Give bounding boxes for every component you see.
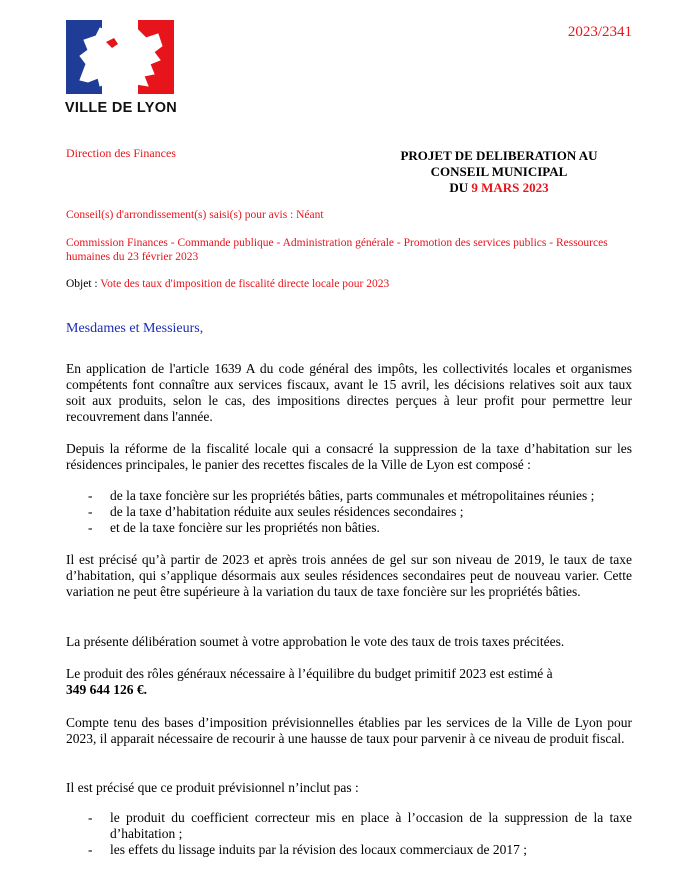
paragraph-4: La présente délibération soumet à votre approbation le vote des taux de trois taxes précitées. xyxy=(66,634,565,649)
list-item: - de la taxe d’habitation réduite aux seules résidences secondaires ; xyxy=(66,504,632,520)
title-line-1: PROJET DE DELIBERATION AU xyxy=(400,148,598,163)
budget-amount: 349 644 126 €. xyxy=(66,682,147,697)
paragraph-5 xyxy=(66,666,632,698)
commission-line: Commission Finances - Commande publique - Administration générale - Promotion des services publics - Ressources humaines du 23 février 2023 xyxy=(66,237,608,263)
title-date: 9 MARS 2023 xyxy=(471,180,549,195)
direction-label: Direction des Finances xyxy=(66,146,176,160)
paragraph-7: Il est précisé que ce produit prévisionnel n’inclut pas : xyxy=(66,780,359,795)
ville-de-lyon-logo xyxy=(62,20,180,124)
page-title xyxy=(364,148,634,196)
list-item: - de la taxe foncière sur les propriétés bâties, parts communales et métropolitaines réunies ; xyxy=(66,488,632,504)
conseils-line: Conseil(s) d'arrondissement(s) saisi(s) pour avis : Néant xyxy=(66,209,324,221)
logo-text: VILLE DE LYON xyxy=(64,100,178,116)
paragraph-2: Depuis la réforme de la fiscalité locale qui a consacré la suppression de la taxe d’habitation sur les résidences principales, le panier des recettes fiscales de la Ville de Lyon est composé : xyxy=(66,441,632,472)
objet-line xyxy=(66,277,636,291)
exclusion-list xyxy=(66,810,632,858)
objet-value: Vote des taux d'imposition de fiscalité directe locale pour 2023 xyxy=(100,278,390,290)
list-item: - les effets du lissage induits par la révision des locaux commerciaux de 2017 ; xyxy=(66,842,632,858)
lion-flag-icon xyxy=(66,20,174,94)
title-du: DU xyxy=(449,180,469,195)
list-item: - le produit du coefficient correcteur mis en place à l’occasion de la suppression de la taxe d’habitation ; xyxy=(66,810,632,842)
objet-label: Objet : xyxy=(66,278,98,290)
tax-list xyxy=(66,488,632,536)
salutation: Mesdames et Messieurs, xyxy=(66,321,204,336)
paragraph-5-text: Le produit des rôles généraux nécessaire à l’équilibre du budget primitif 2023 est estimé à xyxy=(66,666,553,681)
paragraph-3: Il est précisé qu’à partir de 2023 et après trois années de gel sur son niveau de 2019, le taux de taxe d’habitation, qui s’applique désormais aux seules résidences secondaires peut de nouveau varier. Cette variation ne peut être supérieure à la variation du taux de taxe foncière sur les propriétés bâties. xyxy=(66,552,632,599)
paragraph-1: En application de l'article 1639 A du code général des impôts, les collectivités locales et organismes compétents font connaître aux services fiscaux, avant le 15 avril, les décisions relatives soit aux taux soit aux produits, selon le cas, des impositions directes perçues à leur profit pour permettre leur recouvrement dans l'année. xyxy=(66,361,632,424)
paragraph-6: Compte tenu des bases d’imposition prévisionnelles établies par les services de la Ville de Lyon pour 2023, il apparait nécessaire de recourir à une hausse de taux pour parvenir à ce niveau de produit fiscal. xyxy=(66,715,632,746)
document-reference: 2023/2341 xyxy=(567,24,632,40)
title-line-2: CONSEIL MUNICIPAL xyxy=(430,164,568,179)
title-line-3 xyxy=(364,180,634,196)
list-item: - et de la taxe foncière sur les propriétés non bâties. xyxy=(66,520,632,536)
